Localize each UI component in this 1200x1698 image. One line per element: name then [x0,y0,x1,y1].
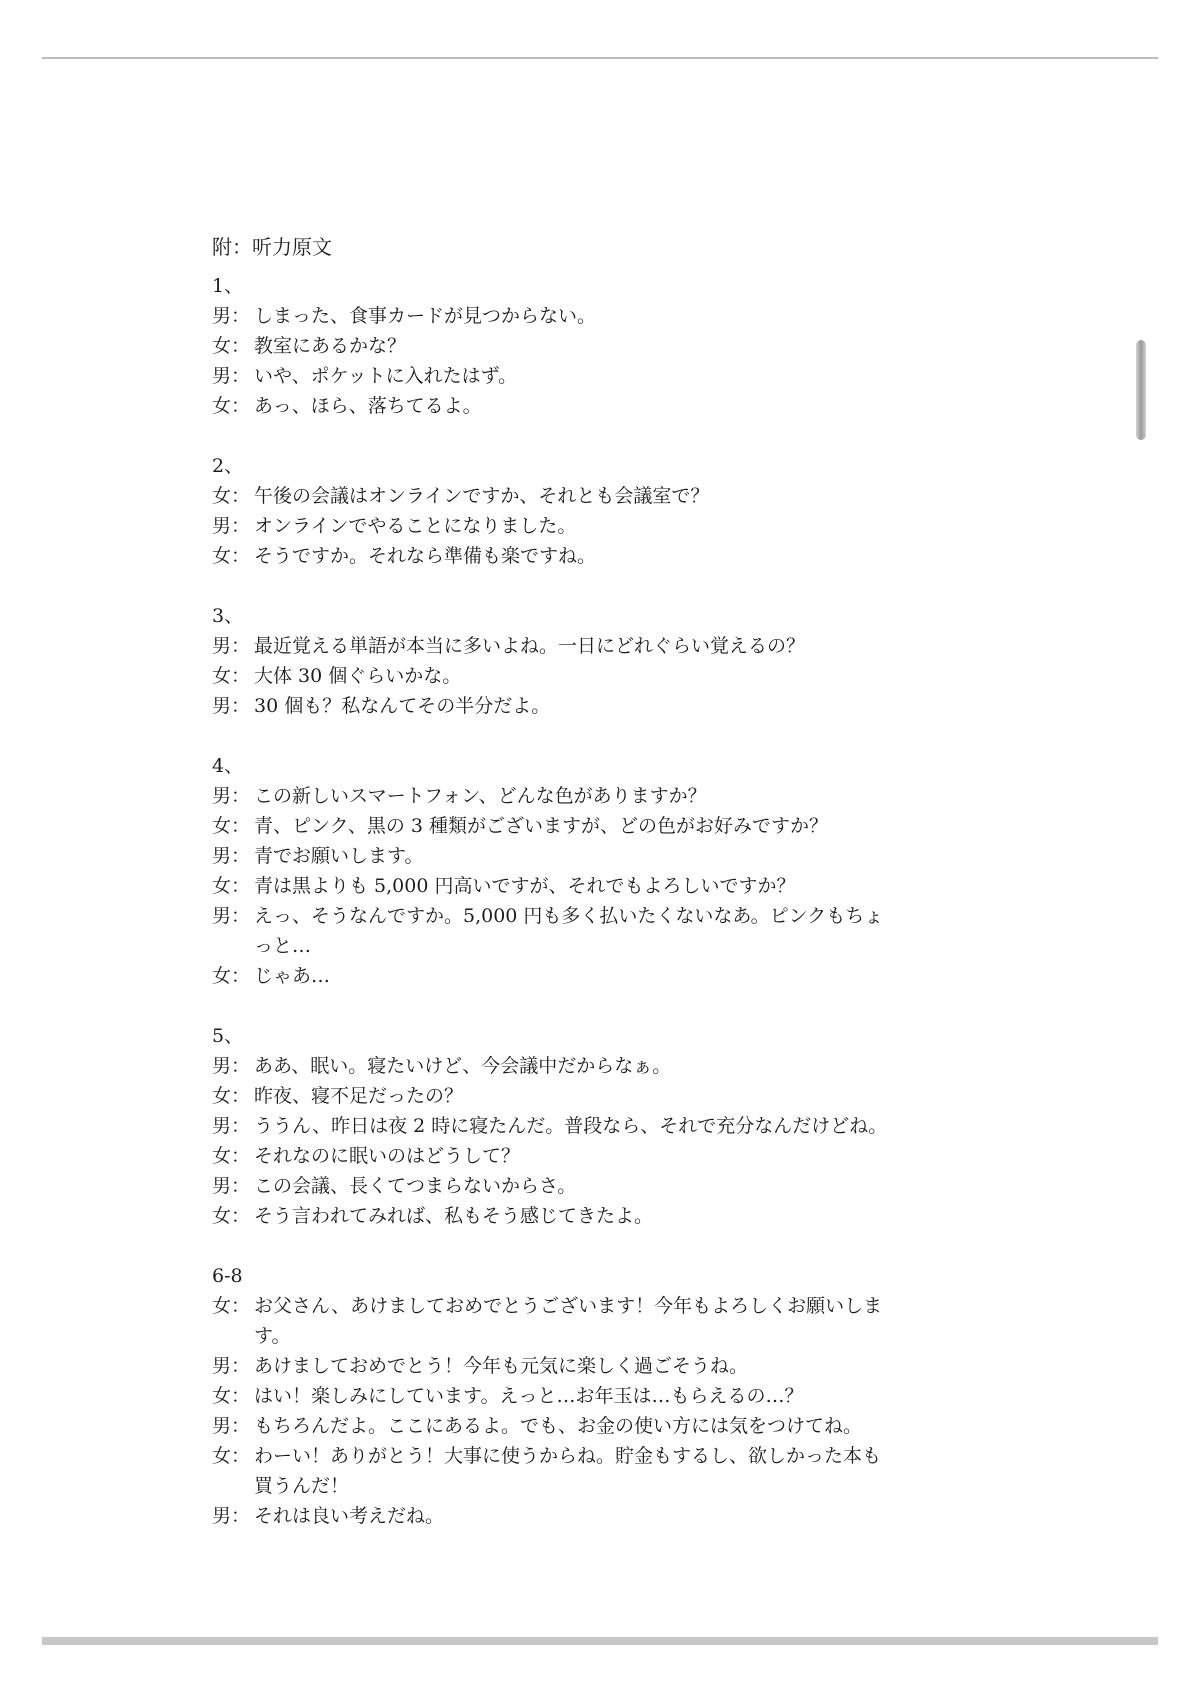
speaker-label: 男： [212,845,251,867]
dialogue-line [212,541,1012,571]
dialogue-line [212,961,1012,991]
dialogue-text: お父さん、あけましておめでとうございます！今年もよろしくお願いしま す。 [254,1295,883,1347]
dialogue-text: はい！楽しみにしています。えっと…お年玉は…もらえるの…？ [254,1385,804,1407]
dialogue-text: 青、ピンク、黒の 3 種類がございますが、どの色がお好みですか？ [254,815,829,837]
dialogue-text: 青は黒よりも 5,000 円高いですが、それでもよろしいですか？ [254,875,796,897]
dialogue-text: 最近覚える単語が本当に多いよね。一日にどれぐらい覚えるの？ [254,635,806,657]
speaker-label: 女： [212,1385,251,1407]
bottom-divider [42,1637,1158,1645]
dialogue-line [212,1141,1012,1171]
document-body [212,232,1012,1561]
dialogue-text: そうですか。それなら準備も楽ですね。 [254,545,597,567]
speaker-label: 男： [212,365,251,387]
dialogue-text: 教室にあるかな？ [254,335,407,357]
transcript-section [212,1021,1012,1231]
transcript-section [212,271,1012,421]
speaker-label: 女： [212,1295,251,1317]
speaker-label: 男： [212,515,251,537]
dialogue-line [212,1081,1012,1111]
dialogue-line [212,841,1012,871]
dialogue-line [212,331,1012,361]
dialogue-text: あけましておめでとう！今年も元気に楽しく過ごそうね。 [254,1355,749,1377]
speaker-label: 男： [212,905,251,927]
transcript-section [212,601,1012,721]
dialogue-line [212,691,1012,721]
speaker-label: 女： [212,545,251,567]
transcript-section [212,1261,1012,1531]
section-number: 3、 [212,605,244,627]
dialogue-text: わーい！ありがとう！大事に使うからね。貯金もするし、欲しかった本も 買うんだ！ [254,1445,882,1497]
speaker-label: 男： [212,785,251,807]
speaker-label: 女： [212,1445,251,1467]
dialogue-text: 30 個も？私なんてその半分だよ。 [254,695,551,717]
speaker-label: 女： [212,1205,251,1227]
scrollbar-thumb[interactable] [1136,340,1146,440]
transcript-section [212,451,1012,571]
dialogue-line [212,1291,1012,1351]
speaker-label: 女： [212,1145,251,1167]
top-divider [42,57,1158,59]
dialogue-text: いや、ポケットに入れたはず。 [254,365,518,387]
dialogue-text: 青でお願いします。 [254,845,424,867]
speaker-label: 男： [212,1355,251,1377]
speaker-label: 女： [212,815,251,837]
dialogue-text: しまった、食事カードが見つからない。 [254,305,597,327]
dialogue-line [212,361,1012,391]
speaker-label: 女： [212,485,251,507]
dialogue-line [212,1171,1012,1201]
section-number: 4、 [212,755,244,777]
dialogue-line [212,1111,1012,1141]
speaker-label: 女： [212,395,251,417]
speaker-label: 女： [212,335,251,357]
dialogue-line [212,1351,1012,1381]
dialogue-text: ああ、眠い。寝たいけど、今会議中だからなぁ。 [254,1055,672,1077]
speaker-label: 女： [212,665,251,687]
dialogue-line [212,871,1012,901]
dialogue-text: あっ、ほら、落ちてるよ。 [254,395,482,417]
dialogue-line [212,301,1012,331]
section-number: 5、 [212,1025,244,1047]
dialogue-line [212,1201,1012,1231]
page-title: 附：听力原文 [212,235,332,259]
dialogue-text: それは良い考えだね。 [254,1505,445,1527]
dialogue-line [212,481,1012,511]
dialogue-line [212,1381,1012,1411]
dialogue-line [212,391,1012,421]
dialogue-line [212,1441,1012,1501]
dialogue-line [212,1411,1012,1441]
dialogue-line [212,901,1012,961]
dialogue-text: そう言われてみれば、私もそう感じてきたよ。 [254,1205,654,1227]
dialogue-text: 大体 30 個ぐらいかな。 [254,665,462,687]
section-number: 1、 [212,275,244,297]
dialogue-line [212,811,1012,841]
speaker-label: 男： [212,635,251,657]
transcript-sections [212,271,1012,1531]
speaker-label: 男： [212,1175,251,1197]
transcript-section [212,751,1012,991]
dialogue-line [212,1051,1012,1081]
speaker-label: 男： [212,695,251,717]
dialogue-line [212,511,1012,541]
dialogue-text: この会議、長くてつまらないからさ。 [254,1175,577,1197]
dialogue-text: オンラインでやることになりました。 [254,515,577,537]
speaker-label: 女： [212,1085,251,1107]
dialogue-text: 午後の会議はオンラインですか、それとも会議室で？ [254,485,710,507]
dialogue-text: じゃあ… [254,965,331,987]
section-number: 6-8 [212,1265,243,1287]
dialogue-text: それなのに眠いのはどうして？ [254,1145,521,1167]
dialogue-line [212,781,1012,811]
speaker-label: 男： [212,1415,251,1437]
speaker-label: 男： [212,1505,251,1527]
dialogue-line [212,661,1012,691]
speaker-label: 女： [212,875,251,897]
speaker-label: 男： [212,1055,251,1077]
dialogue-text: ううん、昨日は夜 2 時に寝たんだ。普段なら、それで充分なんだけどね。 [254,1115,888,1137]
dialogue-text: えっ、そうなんですか。5,000 円も多く払いたくないなあ。ピンクもちょ っと… [254,905,884,957]
dialogue-line [212,631,1012,661]
speaker-label: 男： [212,1115,251,1137]
dialogue-text: もちろんだよ。ここにあるよ。でも、お金の使い方には気をつけてね。 [254,1415,863,1437]
dialogue-text: 昨夜、寝不足だったの？ [254,1085,464,1107]
speaker-label: 女： [212,965,251,987]
dialogue-text: この新しいスマートフォン、どんな色がありますか？ [254,785,707,807]
dialogue-line [212,1501,1012,1531]
speaker-label: 男： [212,305,251,327]
section-number: 2、 [212,455,244,477]
